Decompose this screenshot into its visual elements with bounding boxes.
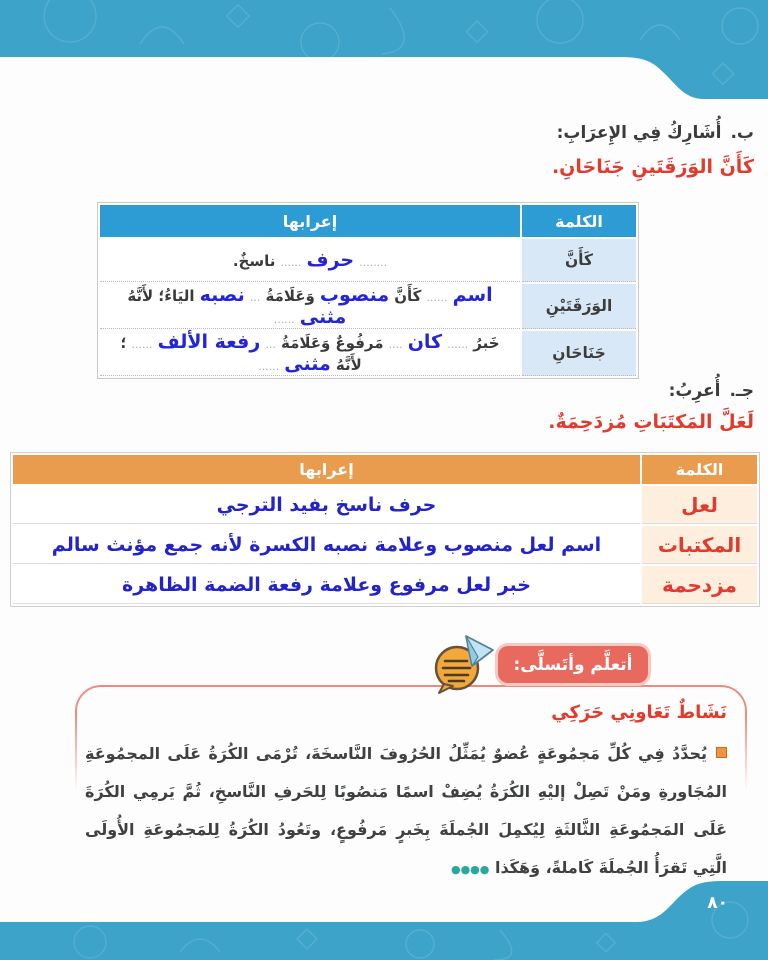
parsing-cell [100,239,520,282]
page-number: ٨٠ [707,893,728,913]
activity-title: نَشَاطٌ تَعَاونِي حَرَكِي [551,702,727,723]
footer-decorative-band [0,880,768,960]
parsing-cell: اسم لعل منصوب وعلامة نصبه الكسرة لأنه جمع مؤنث سالم [13,526,640,564]
section-b-heading [557,123,754,143]
section-j-heading [669,381,754,401]
word-cell: لعل [642,486,757,524]
table-header-row [100,205,636,237]
filled-answer: رفعة الألف [157,331,261,353]
parsing-table-blue [97,202,639,379]
filled-answer: مثنى [299,306,347,328]
filled-answer: مثنى [284,353,331,375]
printed-text: وَعَلَامَةُ [265,287,315,305]
dotted-blank: ...... [280,256,302,269]
filled-answer: نصبه [199,284,245,306]
example-sentence-2: لَعَلَّ المَكتَبَاتِ مُزدَحِمَةٌ. [548,411,754,433]
activity-text: يُحدَّدُ فِي كُلِّ مَجمُوعَةٍ عُضوٌ يُمَثِّلُ الحُرُوفَ النَّاسخَةَ، تُرْمَى الكُرَةُ عَلَى المجمُوعَةِ المُجَاورةِ ومَنْ تَصِلْ إليْهِ الكُرَةُ يُضِفْ اسمًا مَنصُوبًا لِلحَرفِ النَّاسخِ، ثُمَّ يَرمِي الكُرَةَ عَلَى المَجمُوعَةِ الثَّالثَةِ لِيُكمِلَ الجُملَةَ بِخَبرٍ مَرفُوعٍ، وتَعُودُ الكُرَةُ لِلمَجمُوعَةِ الأُولَى الَّتِي تَقرَأُ الجُملَةَ كَاملةً، وَهَكَذا [85,744,727,877]
learn-and-play-badge: أتعلَّم وأتَسلَّى: [498,646,648,683]
table-header-row [13,455,757,484]
printed-text: ناسخٌ. [232,252,276,270]
filled-answer: اسم [452,284,493,306]
section-j-title: أُعرِبُ: [668,381,721,401]
dotted-blank: ...... [258,360,280,373]
word-cell: مزدحمة [642,566,757,604]
printed-text: مَرفُوعٌ [335,334,384,352]
word-cell: الوَرَقَتَيْنِ [522,284,636,329]
table-row [100,284,636,329]
parsing-column-header: إعرابها [100,205,520,237]
table-row [13,526,757,564]
printed-text: لأَنَّهُ [127,287,154,305]
activity-box [75,685,747,877]
parsing-cell: حرف ناسخ بفيد الترجي [13,486,640,524]
word-column-header: الكلمة [522,205,636,237]
speech-bubble-paper-plane-icon [430,633,496,699]
orange-square-bullet [716,747,727,758]
section-j-label: جـ. [729,381,754,401]
printed-text: وَعَلَامَةُ [280,334,331,352]
printed-text: كَأَنَّ [394,287,422,305]
dotted-blank: ...... [447,338,469,351]
dotted-blank: .... [388,338,403,351]
parsing-cell [100,331,520,376]
dotted-blank: ...... [426,291,448,304]
parsing-table-orange [10,452,760,607]
word-cell: كَأَنَّ [522,239,636,282]
section-b-label: ب. [730,123,754,143]
filled-answer: حرف [306,249,355,271]
word-cell: جَنَاحَانِ [522,331,636,376]
example-sentence-1: كَأَنَّ الوَرَقَتَينِ جَنَاحَانِ. [551,156,754,178]
dotted-blank: ...... [131,338,153,351]
printed-text: ؛ لأَنَّهُ [120,334,362,374]
parsing-column-header: إعرابها [13,455,640,484]
filled-answer: منصوب [319,284,390,306]
dotted-blank: ... [249,291,261,304]
word-cell: المكتبات [642,526,757,564]
dotted-blank: ........ [359,256,388,269]
header-decorative-band [0,0,768,102]
dotted-blank: ... [265,338,276,351]
parsing-cell [100,284,520,329]
section-b-title: أُشَارِكُ فِي الإِعرَابِ: [556,123,722,143]
table-row [100,239,636,282]
filled-answer: كان [407,331,443,353]
printed-text: اليَاءُ؛ [158,287,195,305]
table-row [100,331,636,376]
activity-paragraph [85,735,727,889]
table-row [13,566,757,604]
table-row [13,486,757,524]
trailing-dots: ●●●● [450,863,490,876]
word-column-header: الكلمة [642,455,757,484]
parsing-cell: خبر لعل مرفوع وعلامة رفعة الضمة الظاهرة [13,566,640,604]
printed-text: خَبرُ [473,334,500,352]
dotted-blank: ...... [273,313,295,326]
